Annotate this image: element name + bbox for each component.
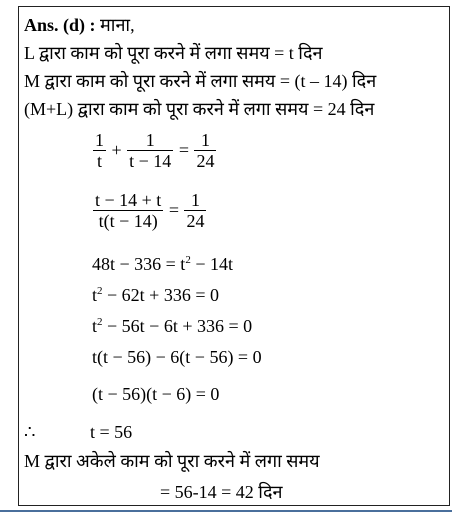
equation-7: (t − 56)(t − 6) = 0 <box>92 384 220 404</box>
answer-label: Ans. (d) : <box>24 15 96 35</box>
fraction-1-over-24 <box>184 190 206 231</box>
exponent: 2 <box>185 254 191 266</box>
statement-M: M द्वारा काम को पूरा करने में लगा समय = (t – 14) दिन <box>24 71 377 91</box>
equation-3-right: − 14t <box>190 254 233 274</box>
exponent: 2 <box>97 285 103 297</box>
therefore-line <box>24 421 133 443</box>
fraction-denominator: t(t − 14) <box>98 211 158 231</box>
equation-3 <box>92 253 233 275</box>
equation-4-left: t <box>92 285 98 305</box>
fraction-denominator: 24 <box>186 211 205 231</box>
plus-sign: + <box>111 140 122 160</box>
answer-heading-text: माना, <box>100 15 135 35</box>
equation-3-left: 48t − 336 = t <box>92 254 186 274</box>
equation-4-right: − 62t + 336 = 0 <box>102 285 219 305</box>
fraction-denominator: 24 <box>196 151 215 171</box>
exponent: 2 <box>97 316 103 328</box>
fraction-1-over-t-minus-14 <box>127 130 173 171</box>
equals-sign: = <box>168 200 179 220</box>
fraction-numerator: 1 <box>184 190 206 211</box>
fraction-numerator: 1 <box>127 130 173 151</box>
statement-M-alone: M द्वारा अकेले काम को पूरा करने में लगा समय <box>24 451 320 471</box>
equation-6: t(t − 56) − 6(t − 56) = 0 <box>92 347 262 367</box>
statement-ML: (M+L) द्वारा काम को पूरा करने में लगा समय = 24 दिन <box>24 99 375 119</box>
statement-L: L द्वारा काम को पूरा करने में लगा समय = t दिन <box>24 43 323 63</box>
fraction-numerator: t − 14 + t <box>95 190 162 210</box>
fraction-numerator: 1 <box>194 130 216 151</box>
equation-1 <box>92 130 217 171</box>
equation-4 <box>92 284 219 306</box>
fraction-combined <box>93 190 163 231</box>
fraction-numerator: 1 <box>95 130 104 150</box>
equation-5-right: − 56t − 6t + 336 = 0 <box>102 316 253 336</box>
equals-sign: = <box>178 140 189 160</box>
fraction-1-over-24 <box>194 130 216 171</box>
fraction-1-over-t <box>93 130 106 171</box>
final-answer: = 56-14 = 42 दिन <box>160 482 283 502</box>
result-value: t = 56 <box>90 422 133 442</box>
equation-5 <box>92 315 252 337</box>
equation-5-left: t <box>92 316 98 336</box>
fraction-denominator: t − 14 <box>129 151 172 171</box>
fraction-denominator: t <box>96 151 102 171</box>
equation-2 <box>92 190 207 231</box>
answer-heading <box>24 14 135 36</box>
bottom-rule <box>0 510 452 512</box>
therefore-symbol: ∴ <box>24 422 36 442</box>
